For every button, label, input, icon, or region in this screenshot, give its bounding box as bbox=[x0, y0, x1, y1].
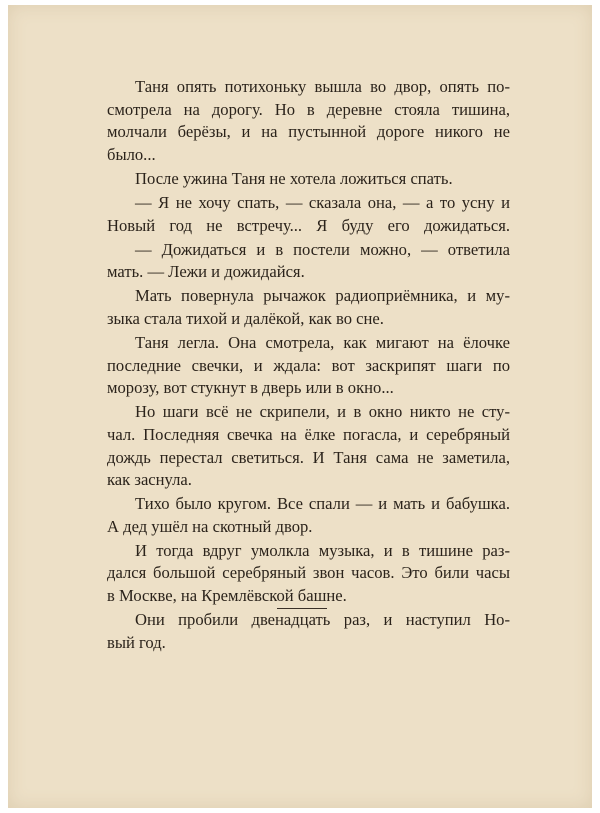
text-line: было... bbox=[107, 144, 156, 164]
text-line: молчали берёзы, и на пустынной дороге никого не bbox=[107, 122, 510, 142]
paragraph-6 bbox=[79, 332, 510, 400]
story-text bbox=[79, 76, 510, 656]
paragraph-3 bbox=[79, 192, 510, 237]
text-line: Новый год не встречу... Я буду его дожидаться. bbox=[107, 215, 510, 235]
paragraph-5 bbox=[79, 285, 510, 330]
text-line: Они пробили двенадцать раз, и наступил Но- bbox=[135, 610, 510, 630]
text-line: вый год. bbox=[107, 632, 166, 652]
text-line: зыка стала тихой и далёкой, как во сне. bbox=[107, 308, 384, 328]
text-line: Мать повернула рычажок радиоприёмника, и му- bbox=[135, 286, 510, 306]
text-line: Тихо было кругом. Все спали — и мать и бабушка. bbox=[135, 494, 510, 514]
text-line: Таня опять потихоньку вышла во двор, опять по- bbox=[135, 77, 510, 96]
paragraph-7 bbox=[79, 401, 510, 491]
text-line: Но шаги всё не скрипели, и в окно никто не сту- bbox=[135, 402, 510, 422]
text-line: в Москве, на Кремлёвской башне. bbox=[107, 586, 347, 606]
text-line: — Дожидаться и в постели можно, — ответила bbox=[135, 239, 510, 259]
text-line: Таня легла. Она смотрела, как мигают на ёлочке bbox=[135, 333, 510, 353]
text-line: чал. Последняя свечка на ёлке погасла, и серебряный bbox=[107, 424, 510, 444]
section-divider bbox=[277, 608, 327, 609]
paragraph-2 bbox=[79, 168, 510, 191]
text-line: И тогда вдруг умолкла музыка, и в тишине раз- bbox=[135, 540, 510, 560]
paragraph-10 bbox=[79, 609, 510, 654]
text-line: После ужина Таня не хотела ложиться спать. bbox=[135, 168, 453, 188]
paragraph-1 bbox=[79, 76, 510, 166]
text-line: А дед ушёл на скотный двор. bbox=[107, 516, 313, 536]
paragraph-4 bbox=[79, 239, 510, 284]
paragraph-9 bbox=[79, 540, 510, 608]
text-line: дался большой серебряный звон часов. Это били часы bbox=[107, 563, 510, 583]
text-line: смотрела на дорогу. Но в деревне стояла тишина, bbox=[107, 99, 510, 119]
text-line: — Я не хочу спать, — сказала она, — а то усну и bbox=[135, 192, 510, 212]
text-line: дождь перестал светиться. И Таня сама не заметила, bbox=[107, 447, 510, 467]
paragraph-8 bbox=[79, 493, 510, 538]
text-line: морозу, вот стукнут в дверь или в окно... bbox=[107, 378, 394, 398]
text-line: последние свечки, и ждала: вот заскрипят шаги по bbox=[107, 355, 510, 375]
book-page bbox=[8, 5, 592, 808]
text-line: мать. — Лежи и дожидайся. bbox=[107, 262, 305, 282]
text-line: как заснула. bbox=[107, 470, 192, 490]
